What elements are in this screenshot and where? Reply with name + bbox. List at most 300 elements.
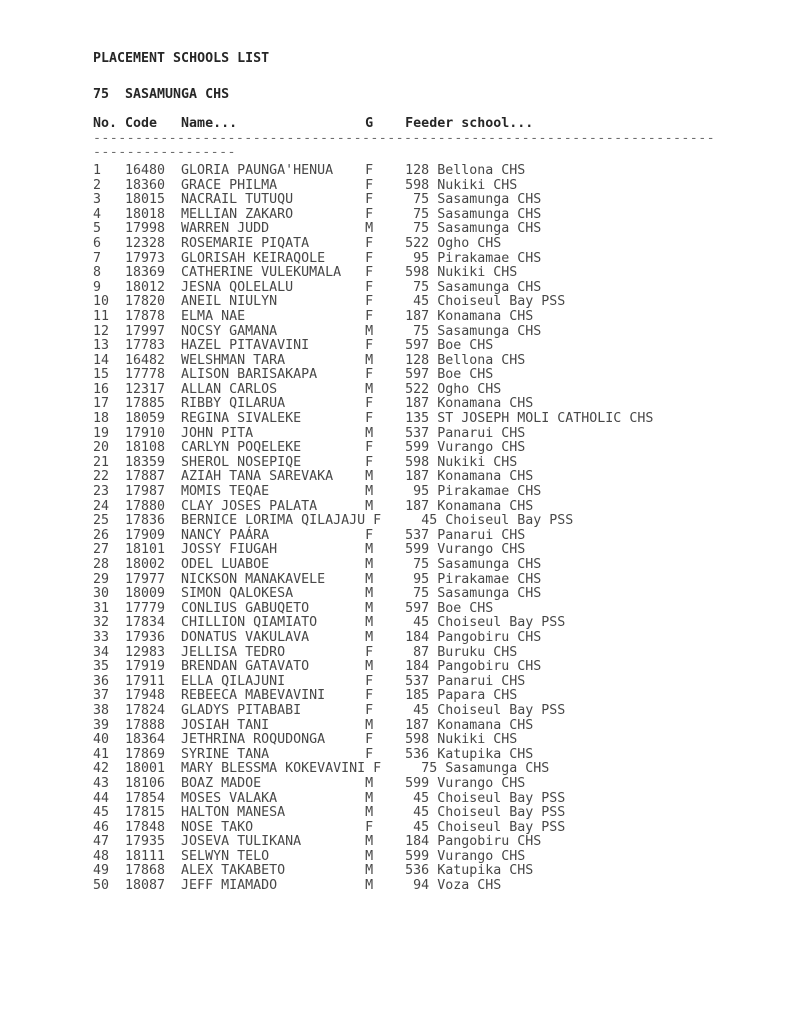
row-code: 18012 xyxy=(125,279,166,295)
table-row xyxy=(93,543,715,558)
row-feeder-school: Nukiki CHS xyxy=(437,454,518,470)
row-feeder-school: Choiseul Bay PSS xyxy=(437,790,566,806)
school-number: 75 xyxy=(93,86,110,102)
table-row xyxy=(93,660,715,675)
row-student-name: HALTON MANESA xyxy=(181,805,286,821)
row-code: 18018 xyxy=(125,206,166,222)
row-feeder-code: 187 xyxy=(405,469,430,485)
table-row xyxy=(93,222,715,237)
table-row xyxy=(93,266,715,281)
row-gender: M xyxy=(365,629,374,645)
table-row xyxy=(93,164,715,179)
table-row xyxy=(93,748,715,763)
row-no: 35 xyxy=(93,659,110,675)
row-student-name: MARY BLESSMA KOKEVAVINI xyxy=(181,761,366,777)
row-gender: M xyxy=(365,352,374,368)
table-row xyxy=(93,339,715,354)
table-row xyxy=(93,500,715,515)
column-header-no: No. xyxy=(93,116,118,132)
table-row xyxy=(93,631,715,646)
row-gender: F xyxy=(365,644,374,660)
row-feeder-code: 75 xyxy=(413,221,430,237)
row-gender: F xyxy=(365,396,374,412)
table-row xyxy=(93,835,715,850)
row-feeder-code: 135 xyxy=(405,411,430,427)
table-row xyxy=(93,616,715,631)
row-gender: F xyxy=(365,162,374,178)
row-gender: M xyxy=(365,221,374,237)
table-row xyxy=(93,252,715,267)
row-feeder-school: Vurango CHS xyxy=(437,775,526,791)
row-no: 9 xyxy=(93,279,102,295)
row-feeder-code: 184 xyxy=(405,834,430,850)
row-code: 17987 xyxy=(125,484,166,500)
row-code: 18360 xyxy=(125,177,166,193)
row-no: 15 xyxy=(93,367,110,383)
row-student-name: JEFF MIAMADO xyxy=(181,878,278,894)
table-row xyxy=(93,762,715,777)
row-feeder-code: 187 xyxy=(405,717,430,733)
row-student-name: JELLISA TEDRO xyxy=(181,644,286,660)
row-student-name: NOSE TAKO xyxy=(181,819,254,835)
row-gender: F xyxy=(365,702,374,718)
row-student-name: JOSIAH TANI xyxy=(181,717,270,733)
row-no: 42 xyxy=(93,761,110,777)
row-feeder-code: 45 xyxy=(413,615,430,631)
row-gender: F xyxy=(373,513,382,529)
row-no: 6 xyxy=(93,235,102,251)
row-feeder-school: Konamana CHS xyxy=(437,308,534,324)
row-no: 10 xyxy=(93,294,110,310)
row-feeder-school: Sasamunga CHS xyxy=(437,279,542,295)
row-feeder-school: Vurango CHS xyxy=(437,848,526,864)
row-code: 18359 xyxy=(125,454,166,470)
row-student-name: REGINA SIVALEKE xyxy=(181,411,302,427)
row-gender: F xyxy=(365,192,374,208)
page-title: PLACEMENT SCHOOLS LIST xyxy=(93,51,270,66)
row-code: 16482 xyxy=(125,352,166,368)
row-feeder-code: 94 xyxy=(413,878,430,894)
row-code: 17919 xyxy=(125,659,166,675)
row-feeder-school: Bellona CHS xyxy=(437,162,526,178)
placement-list-document xyxy=(93,52,715,894)
table-row xyxy=(93,646,715,661)
row-feeder-school: Sasamunga CHS xyxy=(437,323,542,339)
row-student-name: BOAZ MADOE xyxy=(181,775,262,791)
table-row xyxy=(93,485,715,500)
row-feeder-school: Vurango CHS xyxy=(437,542,526,558)
row-feeder-code: 45 xyxy=(413,294,430,310)
row-gender: F xyxy=(365,819,374,835)
table-row xyxy=(93,675,715,690)
row-feeder-school: Choiseul Bay PSS xyxy=(437,805,566,821)
row-code: 17836 xyxy=(125,513,166,529)
row-no: 43 xyxy=(93,775,110,791)
row-no: 50 xyxy=(93,878,110,894)
row-no: 20 xyxy=(93,440,110,456)
row-feeder-code: 599 xyxy=(405,542,430,558)
row-feeder-school: Vurango CHS xyxy=(437,440,526,456)
row-feeder-school: Sasamunga CHS xyxy=(445,761,550,777)
row-code: 17887 xyxy=(125,469,166,485)
row-student-name: ALEX TAKABETO xyxy=(181,863,286,879)
table-row xyxy=(93,281,715,296)
row-gender: M xyxy=(365,659,374,675)
row-no: 2 xyxy=(93,177,102,193)
row-code: 17868 xyxy=(125,863,166,879)
row-student-name: ODEL LUABOE xyxy=(181,557,270,572)
row-feeder-school: Choiseul Bay PSS xyxy=(437,702,566,718)
row-feeder-school: Ogho CHS xyxy=(437,235,502,251)
row-gender: M xyxy=(365,381,374,397)
row-feeder-school: Pirakamae CHS xyxy=(437,571,542,587)
row-feeder-code: 128 xyxy=(405,352,430,368)
table-row xyxy=(93,325,715,340)
row-student-name: JOSSY FIUGAH xyxy=(181,542,278,558)
row-no: 16 xyxy=(93,381,110,397)
row-code: 18369 xyxy=(125,265,166,281)
table-column-headers xyxy=(93,117,715,132)
row-feeder-school: Panarui CHS xyxy=(437,673,526,689)
row-feeder-school: Boe CHS xyxy=(437,338,494,354)
row-feeder-school: Boe CHS xyxy=(437,367,494,383)
table-row xyxy=(93,602,715,617)
row-gender: F xyxy=(365,746,374,762)
row-gender: F xyxy=(365,250,374,266)
row-no: 25 xyxy=(93,513,110,529)
row-student-name: NOCSY GAMANA xyxy=(181,323,278,339)
row-student-name: NANCY PAÁRA xyxy=(181,527,270,543)
table-row xyxy=(93,208,715,223)
row-code: 17910 xyxy=(125,425,166,441)
row-no: 24 xyxy=(93,498,110,514)
row-feeder-code: 537 xyxy=(405,527,430,543)
row-no: 11 xyxy=(93,308,110,324)
row-gender: M xyxy=(365,805,374,821)
table-row xyxy=(93,573,715,588)
row-no: 30 xyxy=(93,586,110,602)
row-student-name: GLORISAH KEIRAQOLE xyxy=(181,250,326,266)
table-row xyxy=(93,792,715,807)
row-feeder-school: Bellona CHS xyxy=(437,352,526,368)
table-row xyxy=(93,441,715,456)
row-code: 17815 xyxy=(125,805,166,821)
row-no: 45 xyxy=(93,805,110,821)
row-code: 17878 xyxy=(125,308,166,324)
row-student-name: GRACE PHILMA xyxy=(181,177,278,193)
row-feeder-code: 536 xyxy=(405,746,430,762)
table-row xyxy=(93,193,715,208)
row-gender: F xyxy=(365,411,374,427)
row-code: 17997 xyxy=(125,323,166,339)
row-gender: F xyxy=(365,732,374,748)
row-student-name: ROSEMARIE PIQATA xyxy=(181,235,310,251)
row-student-name: HAZEL PITAVAVINI xyxy=(181,338,310,354)
column-header-feeder-school: Feeder school... xyxy=(405,116,534,132)
row-gender: F xyxy=(365,454,374,470)
row-student-name: SELWYN TELO xyxy=(181,848,270,864)
row-gender: M xyxy=(365,557,374,572)
row-code: 16480 xyxy=(125,162,166,178)
row-no: 7 xyxy=(93,250,102,266)
row-no: 13 xyxy=(93,338,110,354)
row-student-name: JETHRINA ROQUDONGA xyxy=(181,732,326,748)
row-no: 32 xyxy=(93,615,110,631)
row-gender: F xyxy=(365,308,374,324)
row-code: 18001 xyxy=(125,761,166,777)
row-student-name: JESNA QOLELALU xyxy=(181,279,294,295)
table-row xyxy=(93,179,715,194)
row-student-name: SHEROL NOSEPIQE xyxy=(181,454,302,470)
row-no: 1 xyxy=(93,162,102,178)
row-feeder-code: 598 xyxy=(405,177,430,193)
row-no: 39 xyxy=(93,717,110,733)
row-no: 27 xyxy=(93,542,110,558)
row-feeder-school: Choiseul Bay PSS xyxy=(437,294,566,310)
table-row xyxy=(93,514,715,529)
table-row xyxy=(93,558,715,573)
column-header-name: Name... xyxy=(181,116,238,132)
row-no: 36 xyxy=(93,673,110,689)
table-row xyxy=(93,689,715,704)
row-feeder-code: 187 xyxy=(405,308,430,324)
row-gender: F xyxy=(365,279,374,295)
row-student-name: NICKSON MANAKAVELE xyxy=(181,571,326,587)
separator-dashes-line-2: ----------------- xyxy=(93,145,236,161)
row-student-name: ALISON BARISAKAPA xyxy=(181,367,318,383)
table-row xyxy=(93,806,715,821)
row-feeder-code: 599 xyxy=(405,775,430,791)
row-feeder-code: 537 xyxy=(405,425,430,441)
table-row xyxy=(93,310,715,325)
row-student-name: ELLA QILAJUNI xyxy=(181,673,286,689)
row-code: 17911 xyxy=(125,673,166,689)
row-code: 12317 xyxy=(125,381,166,397)
row-code: 17820 xyxy=(125,294,166,310)
table-row xyxy=(93,397,715,412)
row-student-name: MOMIS TEQAE xyxy=(181,484,270,500)
row-no: 26 xyxy=(93,527,110,543)
row-gender: F xyxy=(365,527,374,543)
row-code: 12983 xyxy=(125,644,166,660)
table-row xyxy=(93,587,715,602)
row-feeder-code: 95 xyxy=(413,571,430,587)
row-gender: M xyxy=(365,863,374,879)
row-gender: M xyxy=(365,484,374,500)
row-no: 14 xyxy=(93,352,110,368)
row-student-name: ANEIL NIULYN xyxy=(181,294,278,310)
row-feeder-code: 599 xyxy=(405,848,430,864)
row-no: 18 xyxy=(93,411,110,427)
row-no: 49 xyxy=(93,863,110,879)
row-gender: M xyxy=(365,498,374,514)
row-feeder-school: Konamana CHS xyxy=(437,396,534,412)
row-feeder-school: Choiseul Bay PSS xyxy=(445,513,574,529)
row-feeder-school: Nukiki CHS xyxy=(437,177,518,193)
row-feeder-school: Choiseul Bay PSS xyxy=(437,615,566,631)
row-feeder-code: 45 xyxy=(413,702,430,718)
row-feeder-code: 598 xyxy=(405,454,430,470)
row-gender: M xyxy=(365,615,374,631)
row-student-name: CATHERINE VULEKUMALA xyxy=(181,265,342,281)
row-feeder-school: Buruku CHS xyxy=(437,644,518,660)
row-no: 46 xyxy=(93,819,110,835)
row-code: 17779 xyxy=(125,600,166,616)
row-code: 17936 xyxy=(125,629,166,645)
row-no: 21 xyxy=(93,454,110,470)
row-code: 17834 xyxy=(125,615,166,631)
row-feeder-school: Panarui CHS xyxy=(437,527,526,543)
separator-dashes-line-1: -------------------------------------------------------------------------- xyxy=(93,130,715,146)
row-no: 48 xyxy=(93,848,110,864)
row-code: 18111 xyxy=(125,848,166,864)
row-student-name: SYRINE TANA xyxy=(181,746,270,762)
row-gender: F xyxy=(365,338,374,354)
row-gender: M xyxy=(365,600,374,616)
row-code: 17977 xyxy=(125,571,166,587)
row-code: 17783 xyxy=(125,338,166,354)
row-gender: M xyxy=(365,834,374,850)
row-code: 18106 xyxy=(125,775,166,791)
row-student-name: CARLYN POQELEKE xyxy=(181,440,302,456)
row-student-name: GLADYS PITABABI xyxy=(181,702,302,718)
table-row xyxy=(93,704,715,719)
row-code: 18002 xyxy=(125,557,166,572)
row-feeder-code: 95 xyxy=(413,484,430,500)
row-feeder-code: 45 xyxy=(413,790,430,806)
row-feeder-code: 598 xyxy=(405,732,430,748)
row-feeder-school: Boe CHS xyxy=(437,600,494,616)
row-student-name: GLORIA PAUNGA'HENUA xyxy=(181,162,334,178)
row-student-name: AZIAH TANA SAREVAKA xyxy=(181,469,334,485)
row-feeder-school: Katupika CHS xyxy=(437,863,534,879)
row-no: 44 xyxy=(93,790,110,806)
row-feeder-code: 75 xyxy=(413,279,430,295)
row-feeder-school: Voza CHS xyxy=(437,878,502,894)
row-no: 5 xyxy=(93,221,102,237)
row-feeder-code: 597 xyxy=(405,600,430,616)
row-feeder-school: Konamana CHS xyxy=(437,498,534,514)
school-heading xyxy=(93,88,715,103)
row-feeder-code: 597 xyxy=(405,338,430,354)
row-feeder-school: Pangobiru CHS xyxy=(437,629,542,645)
row-no: 47 xyxy=(93,834,110,850)
row-feeder-code: 95 xyxy=(413,250,430,266)
row-feeder-school: Sasamunga CHS xyxy=(437,206,542,222)
row-student-name: JOSEVA TULIKANA xyxy=(181,834,302,850)
row-gender: M xyxy=(365,848,374,864)
row-no: 4 xyxy=(93,206,102,222)
table-row xyxy=(93,354,715,369)
row-no: 3 xyxy=(93,192,102,208)
row-gender: F xyxy=(365,235,374,251)
table-row xyxy=(93,529,715,544)
table-rows xyxy=(93,164,715,894)
row-feeder-school: Panarui CHS xyxy=(437,425,526,441)
row-gender: M xyxy=(365,571,374,587)
school-name: SASAMUNGA CHS xyxy=(125,86,230,102)
row-code: 18101 xyxy=(125,542,166,558)
row-student-name: DONATUS VAKULAVA xyxy=(181,629,310,645)
row-code: 17948 xyxy=(125,688,166,704)
row-feeder-code: 75 xyxy=(421,761,438,777)
row-no: 40 xyxy=(93,732,110,748)
row-feeder-school: Sasamunga CHS xyxy=(437,221,542,237)
row-no: 31 xyxy=(93,600,110,616)
row-student-name: WARREN JUDD xyxy=(181,221,270,237)
column-header-gender: G xyxy=(365,116,374,132)
row-code: 17778 xyxy=(125,367,166,383)
row-gender: F xyxy=(365,673,374,689)
row-feeder-school: Nukiki CHS xyxy=(437,265,518,281)
row-gender: F xyxy=(365,265,374,281)
row-feeder-code: 45 xyxy=(413,819,430,835)
row-gender: M xyxy=(365,586,374,602)
row-code: 17909 xyxy=(125,527,166,543)
row-code: 18015 xyxy=(125,192,166,208)
row-feeder-school: Pirakamae CHS xyxy=(437,250,542,266)
row-feeder-code: 45 xyxy=(413,805,430,821)
row-no: 28 xyxy=(93,557,110,572)
row-student-name: ELMA NAE xyxy=(181,308,246,324)
table-row xyxy=(93,427,715,442)
table-row xyxy=(93,719,715,734)
row-feeder-code: 128 xyxy=(405,162,430,178)
table-row xyxy=(93,412,715,427)
row-gender: M xyxy=(365,425,374,441)
row-feeder-code: 598 xyxy=(405,265,430,281)
row-feeder-code: 185 xyxy=(405,688,430,704)
row-code: 12328 xyxy=(125,235,166,251)
row-no: 41 xyxy=(93,746,110,762)
row-student-name: BERNICE LORIMA QILAJAJU xyxy=(181,513,366,529)
row-code: 17888 xyxy=(125,717,166,733)
row-code: 17998 xyxy=(125,221,166,237)
row-student-name: RIBBY QILARUA xyxy=(181,396,286,412)
row-feeder-code: 599 xyxy=(405,440,430,456)
row-code: 17869 xyxy=(125,746,166,762)
table-row xyxy=(93,777,715,792)
row-feeder-code: 536 xyxy=(405,863,430,879)
row-feeder-code: 522 xyxy=(405,381,430,397)
row-feeder-school: Pirakamae CHS xyxy=(437,484,542,500)
row-feeder-code: 184 xyxy=(405,629,430,645)
row-feeder-school: Pangobiru CHS xyxy=(437,659,542,675)
row-feeder-code: 187 xyxy=(405,396,430,412)
row-feeder-code: 75 xyxy=(413,557,430,572)
row-feeder-code: 75 xyxy=(413,586,430,602)
row-no: 38 xyxy=(93,702,110,718)
row-student-name: SIMON QALOKESA xyxy=(181,586,294,602)
row-student-name: JOHN PITA xyxy=(181,425,254,441)
table-row xyxy=(93,850,715,865)
table-row xyxy=(93,383,715,398)
row-feeder-code: 45 xyxy=(421,513,438,529)
row-gender: M xyxy=(365,878,374,894)
row-feeder-school: Papara CHS xyxy=(437,688,518,704)
table-row xyxy=(93,456,715,471)
row-gender: F xyxy=(365,688,374,704)
row-feeder-school: ST JOSEPH MOLI CATHOLIC CHS xyxy=(437,411,654,427)
row-feeder-school: Nukiki CHS xyxy=(437,732,518,748)
row-gender: M xyxy=(365,775,374,791)
row-gender: M xyxy=(365,790,374,806)
table-row xyxy=(93,733,715,748)
table-row xyxy=(93,470,715,485)
row-student-name: WELSHMAN TARA xyxy=(181,352,286,368)
row-feeder-school: Ogho CHS xyxy=(437,381,502,397)
row-no: 19 xyxy=(93,425,110,441)
